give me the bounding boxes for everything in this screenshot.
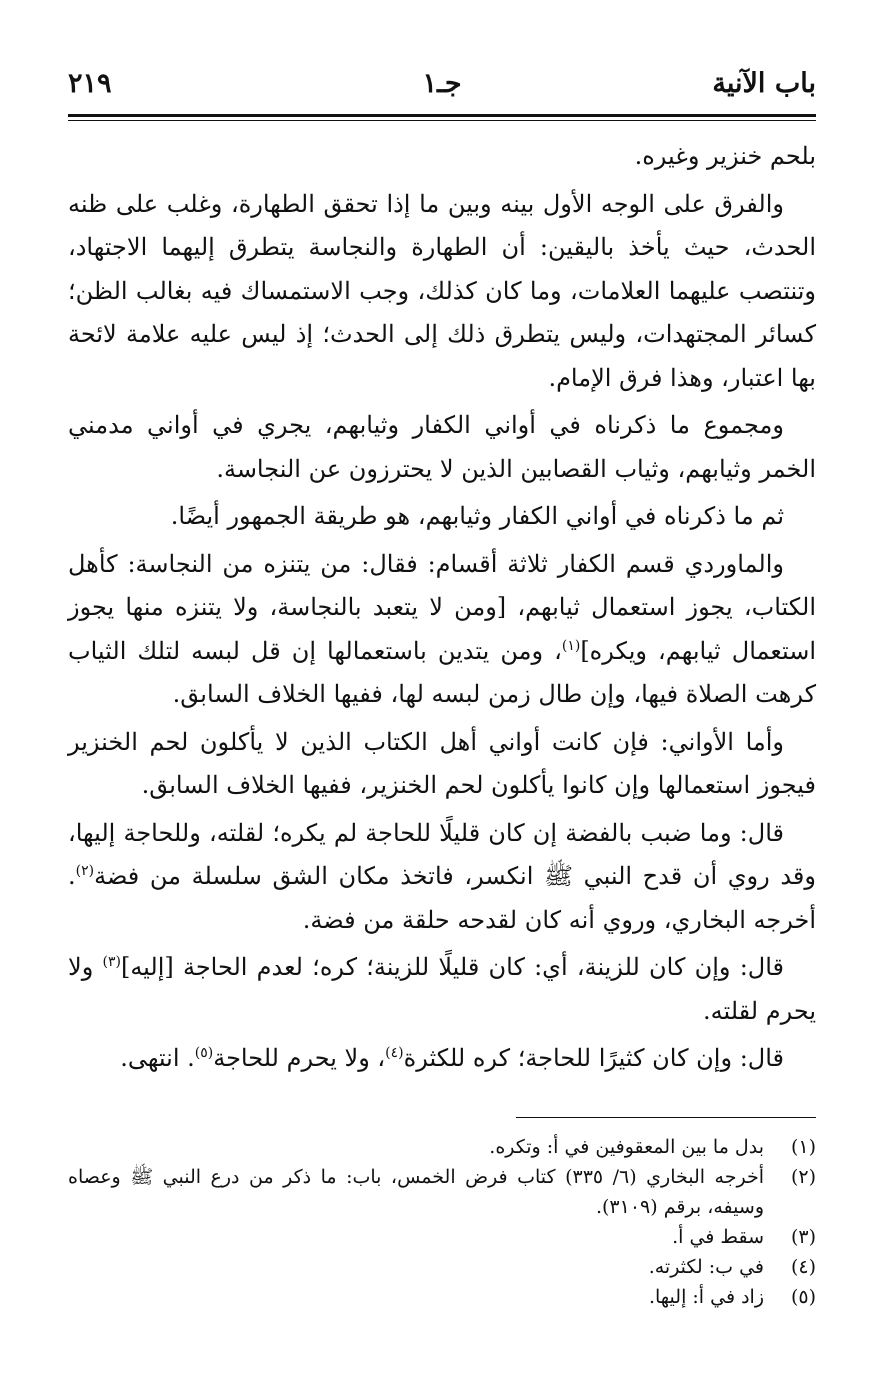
footnote-4	[68, 1252, 816, 1282]
header-rule-thin	[68, 120, 816, 121]
footnote-text: أخرجه البخاري (٦/ ٣٣٥) كتاب فرض الخمس، باب: ما ذكر من درع النبي ﷺ وعصاه وسيفه، برقم (٣١٠٩).	[68, 1165, 764, 1218]
paragraph-text: ثم ما ذكرناه في أواني الكفار وثيابهم، هو طريقة الجمهور أيضًا.	[170, 502, 784, 530]
paragraph-text: وأما الأواني: فإن كانت أواني أهل الكتاب الذين لا يأكلون لحم الخنزير فيجوز استعمالها وإن كانوا يأكلون لحم الخنزير، ففيها الخلاف السابق.	[68, 727, 816, 799]
main-text	[68, 135, 816, 1081]
footnote-number: (٤)	[790, 1255, 816, 1278]
footnote-ref-4[interactable]: (٤)	[385, 1045, 404, 1061]
paragraph-3	[68, 404, 816, 491]
footnote-number: (٥)	[790, 1285, 816, 1308]
footnote-text: سقط في أ.	[672, 1225, 764, 1248]
paragraph-text: ، ولا يحرم للحاجة	[213, 1044, 386, 1072]
paragraph-text: قال: وإن كان كثيرًا للحاجة؛ كره للكثرة	[403, 1044, 784, 1072]
book-page	[68, 60, 816, 1312]
paragraph-text: بلحم خنزير وغيره.	[634, 142, 816, 170]
paragraph-1	[68, 135, 816, 179]
footnote-text: زاد في أ: إليها.	[648, 1285, 764, 1308]
footnote-ref-1[interactable]: (١)	[561, 637, 581, 654]
paragraph-4	[68, 495, 816, 539]
footnote-number: (١)	[790, 1135, 816, 1158]
footnote-ref-5[interactable]: (٥)	[194, 1045, 214, 1061]
footnote-text: بدل ما بين المعقوفين في أ: وتكره.	[489, 1135, 764, 1158]
paragraph-2	[68, 183, 816, 401]
paragraph-7	[68, 812, 816, 943]
volume-label: جـ١	[422, 68, 462, 99]
paragraph-text: ومجموع ما ذكرناه في أواني الكفار وثيابهم، يجري في أواني مدمني الخمر وثيابهم، وثياب القصابين الذين لا يحترزون عن النجاسة.	[68, 411, 816, 483]
paragraph-text: والفرق على الوجه الأول بينه وبين ما إذا تحقق الطهارة، وغلب على ظنه الحدث، حيث يأخذ باليقين: أن الطهارة والنجاسة يتطرق إليهما الاجتهاد، وتنتصب عليهما العلامات، وما كان كذلك، وجب الاستمساك فيه بغالب الظن؛ كسائر المجتهدات، وليس يتطرق ذلك إلى الحدث؛ إذ ليس عليه علامة لائحة بها اعتبار، وهذا فرق الإمام.	[68, 189, 816, 392]
running-header	[68, 60, 816, 110]
footnote-number: (٢)	[790, 1165, 816, 1188]
footnote-text: في ب: لكثرته.	[648, 1255, 764, 1278]
footnote-5	[68, 1282, 816, 1312]
footnote-3	[68, 1222, 816, 1252]
footnote-1	[68, 1132, 816, 1162]
paragraph-8	[68, 946, 816, 1033]
paragraph-text: والماوردي قسم الكفار ثلاثة أقسام: فقال: من يتنزه من النجاسة: كأهل الكتاب، يجوز استعمال ثيابهم، [ومن لا يتعبد بالنجاسة، ولا يتنزه منها يجوز استعمال ثيابهم، ويكره]	[68, 549, 816, 665]
page-number: ٢١٩	[68, 68, 112, 99]
paragraph-6	[68, 721, 816, 808]
footnote-separator	[516, 1117, 816, 1118]
header-rule-thick	[68, 114, 816, 117]
paragraph-text: ولا يحرم لقلته.	[68, 953, 816, 1025]
paragraph-text: . انتهى.	[120, 1044, 195, 1072]
footnote-number: (٣)	[790, 1225, 816, 1248]
paragraph-text: قال: وإن كان للزينة، أي: كان قليلًا للزينة؛ كره؛ لعدم الحاجة [إليه]	[120, 953, 785, 981]
footnote-2	[68, 1162, 816, 1222]
footnote-ref-3[interactable]: (٣)	[102, 954, 121, 970]
paragraph-9	[68, 1037, 816, 1081]
paragraph-5	[68, 543, 816, 717]
footnotes	[68, 1132, 816, 1312]
paragraph-text: ، ومن يتدين باستعمالها إن قل لبسه لتلك الثياب كرهت الصلاة فيها، وإن طال زمن لبسه لها، ففيها الخلاف السابق.	[68, 636, 816, 708]
paragraph-text: . أخرجه البخاري، وروي أنه كان لقدحه حلقة من فضة.	[68, 862, 816, 934]
paragraph-text: قال: وما ضبب بالفضة إن كان قليلًا للحاجة لم يكره؛ لقلته، وللحاجة إليها، وقد روي أن قدح النبي ﷺ انكسر، فاتخذ مكان الشق سلسلة من فضة	[68, 818, 816, 890]
footnote-ref-2[interactable]: (٢)	[75, 863, 95, 879]
chapter-title: باب الآنية	[712, 68, 816, 99]
